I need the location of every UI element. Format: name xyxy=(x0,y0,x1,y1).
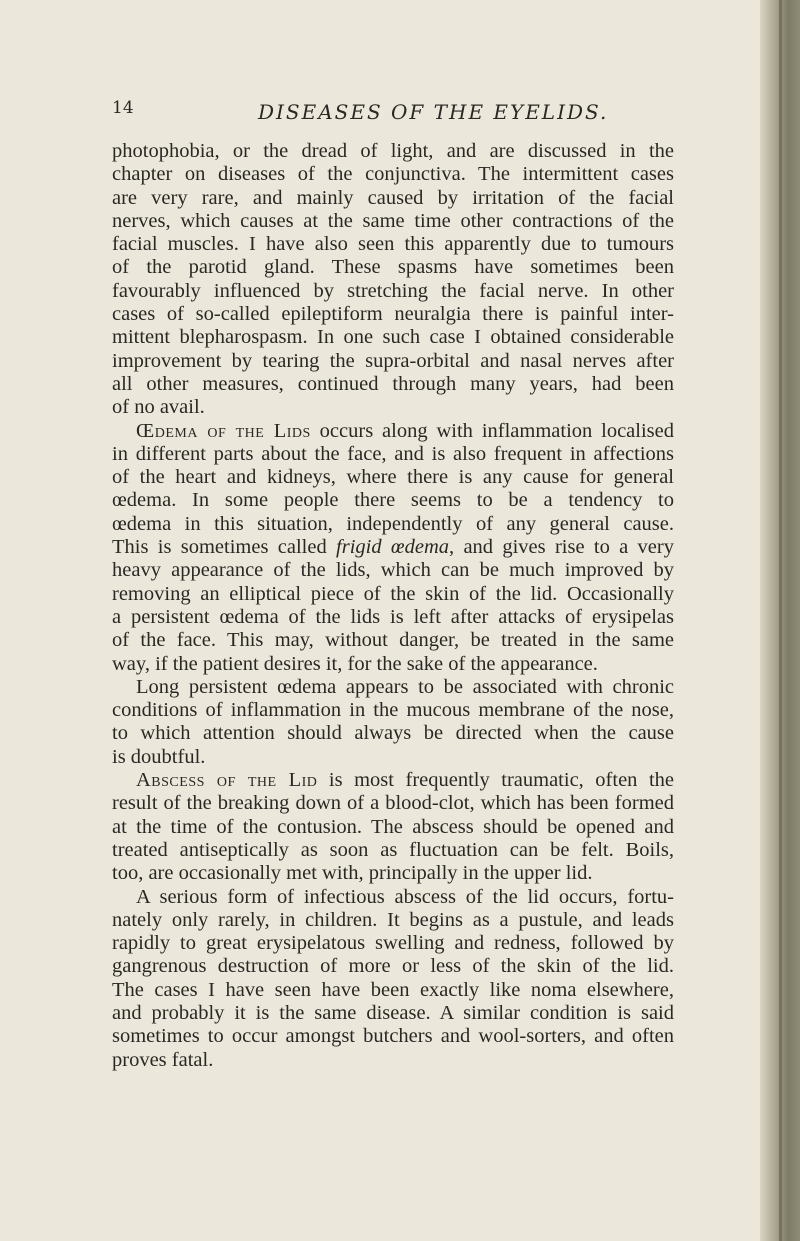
text-fragment: This is sometimes called xyxy=(112,536,337,559)
text-line: œdema. In some people there seems to be a tendency to xyxy=(112,489,674,512)
text-line xyxy=(112,769,674,792)
text-line: removing an elliptical piece of the skin of the lid. Occasionally xyxy=(112,582,674,605)
text-line xyxy=(112,536,674,559)
text-line: result of the breaking down of a blood-clot, which has been formed xyxy=(112,792,674,815)
text-line: improvement by tearing the supra-orbital and nasal nerves after xyxy=(112,349,674,372)
text-fragment: , and gives rise to a very xyxy=(449,536,674,559)
text-line: cases of so-called epileptiform neuralgia there is painful inter- xyxy=(112,303,674,326)
text-line: proves fatal. xyxy=(112,1048,214,1071)
text-line: nerves, which causes at the same time other contractions of the xyxy=(112,209,674,232)
text-line: at the time of the contusion. The abscess should be opened and xyxy=(112,815,674,838)
text-line: chapter on diseases of the conjunctiva. The intermittent cases xyxy=(112,163,674,186)
text-line: all other measures, continued through many years, had been xyxy=(112,372,674,395)
page-number: 14 xyxy=(112,98,134,118)
text-line: is doubtful. xyxy=(112,745,206,768)
text-line: treated antiseptically as soon as fluctuation can be felt. Boils, xyxy=(112,838,674,861)
text-fragment: is most frequently traumatic, often the xyxy=(317,769,675,792)
running-head: DISEASES OF THE EYELIDS. xyxy=(258,100,609,124)
text-line: œdema in this situation, independently of any general cause. xyxy=(112,512,674,535)
text-line: are very rare, and mainly caused by irritation of the facial xyxy=(112,186,674,209)
text-line: photophobia, or the dread of light, and are discussed in the xyxy=(112,140,674,162)
section-heading-abscess: Abscess of the Lid xyxy=(136,769,318,792)
italic-term: frigid œdema xyxy=(336,536,449,559)
text-line: of the parotid gland. These spasms have sometimes been xyxy=(112,256,674,279)
text-line: too, are occasionally met with, principally in the upper lid. xyxy=(112,862,593,885)
text-line: mittent blepharospasm. In one such case I obtained considerable xyxy=(112,326,674,349)
page-header xyxy=(112,98,672,134)
body-text xyxy=(112,140,674,1072)
text-line: The cases I have seen have been exactly like noma elsewhere, xyxy=(112,978,674,1001)
text-line: rapidly to great erysipelatous swelling and redness, followed by xyxy=(112,932,674,955)
text-line: of no avail. xyxy=(112,396,205,419)
text-line: of the heart and kidneys, where there is any cause for general xyxy=(112,466,674,489)
text-line: facial muscles. I have also seen this apparently due to tumours xyxy=(112,233,674,256)
text-line: heavy appearance of the lids, which can be much improved by xyxy=(112,559,674,582)
text-line: in different parts about the face, and is also frequent in affections xyxy=(112,442,674,465)
section-heading-oedema: Œdema of the Lids xyxy=(136,419,311,442)
text-line: way, if the patient desires it, for the sake of the appearance. xyxy=(112,652,598,675)
text-line: and probably it is the same disease. A similar condition is said xyxy=(112,1001,674,1024)
text-line: gangrenous destruction of more or less of the skin of the lid. xyxy=(112,955,674,978)
text-line: sometimes to occur amongst butchers and wool-sorters, and often xyxy=(112,1025,674,1048)
text-line: conditions of inflammation in the mucous membrane of the nose, xyxy=(112,699,674,722)
text-line: of the face. This may, without danger, be treated in the same xyxy=(112,629,674,652)
text-line xyxy=(112,420,674,443)
text-line: favourably influenced by stretching the facial nerve. In other xyxy=(112,279,674,302)
text-line: Long persistent œdema appears to be associated with chronic xyxy=(136,675,674,698)
book-spine-edge xyxy=(760,0,800,1241)
text-line: to which attention should always be directed when the cause xyxy=(112,722,674,745)
text-line: A serious form of infectious abscess of the lid occurs, fortu- xyxy=(136,885,674,908)
text-line: a persistent œdema of the lids is left after attacks of erysipelas xyxy=(112,605,674,628)
text-fragment: occurs along with inflammation localised xyxy=(310,419,675,442)
text-line: nately only rarely, in children. It begins as a pustule, and leads xyxy=(112,908,674,931)
spine-shadow xyxy=(779,0,782,1241)
